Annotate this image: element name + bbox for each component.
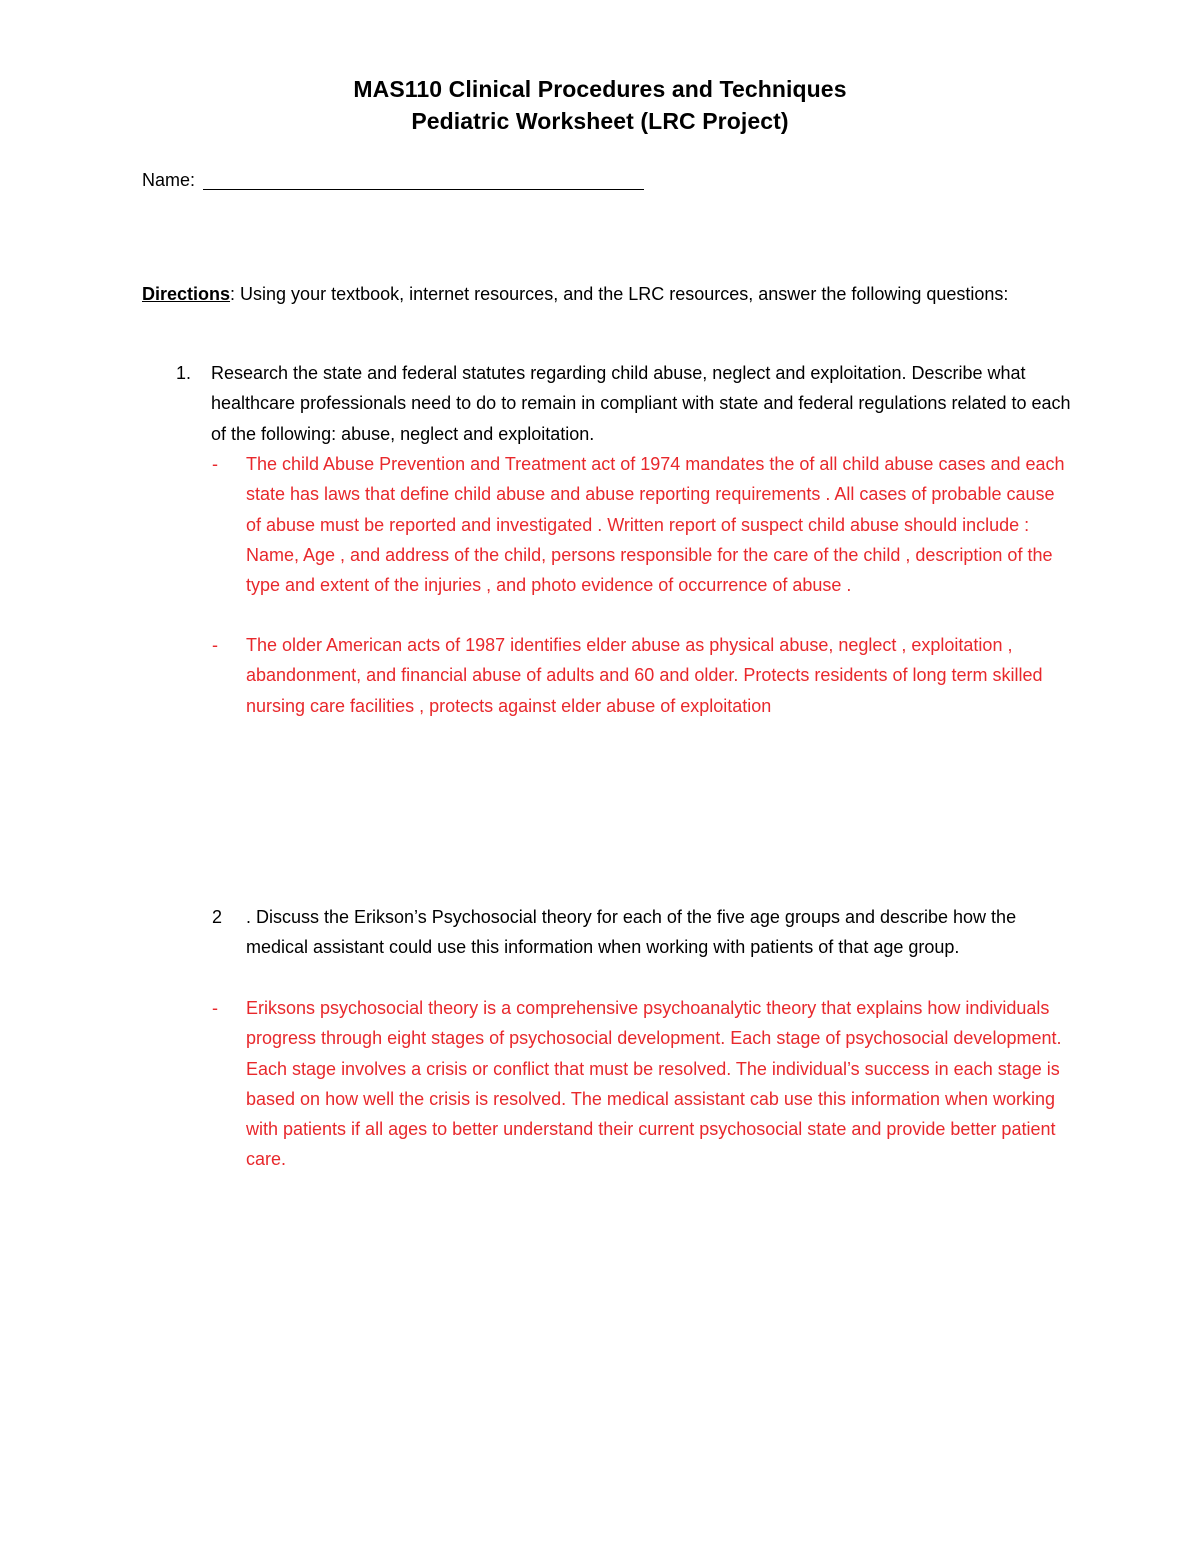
answer-2-text: The older American acts of 1987 identifies elder abuse as physical abuse, neglect , exploitation , abandonment, and financial abuse of adults and 60 and older. Protects residents of long term skilled nursing care facilities , protects against elder abuse of exploitation: [246, 635, 1043, 716]
document-subtitle: Pediatric Worksheet (LRC Project): [411, 108, 789, 134]
answer-1-bullet: -: [212, 454, 218, 474]
document-title: MAS110 Clinical Procedures and Techniques: [353, 76, 847, 102]
directions-paragraph: [142, 279, 1022, 309]
question-2-number: 2: [212, 907, 223, 927]
question-1-text: Research the state and federal statutes regarding child abuse, neglect and exploitation. Describe what healthcare professionals need to do to remain in compliant with state and federal regulations related to each of the following: abuse, neglect and exploitation.: [211, 363, 1071, 444]
question-2-text: . Discuss the Erikson’s Psychosocial theory for each of the five age groups and describe how the medical assistant could use this information when working with patients of that age group.: [246, 907, 1017, 958]
name-field-row: [142, 166, 644, 194]
question-1-number: 1.: [176, 363, 192, 383]
name-label: Name:: [142, 170, 196, 190]
answer-1-text: The child Abuse Prevention and Treatment act of 1974 mandates the of all child abuse cases and each state has laws that define child abuse and abuse reporting requirements . All cases of probable cause of abuse must be reported and investigated . Written report of suspect child abuse should include : Name, Age , and address of the child, persons responsible for the care of the child , description of the type and extent of the injuries , and photo evidence of occurrence of abuse .: [246, 454, 1065, 596]
directions-text: : Using your textbook, internet resources, and the LRC resources, answer the following questions:: [230, 284, 1009, 304]
answer-2-bullet: -: [212, 635, 218, 655]
directions-label: Directions: [142, 284, 231, 304]
answer-3-text: Eriksons psychosocial theory is a comprehensive psychoanalytic theory that explains how individuals progress through eight stages of psychosocial development. Each stage of psychosocial development. Each stage involves a crisis or conflict that must be resolved. The individual’s success in each stage is based on how well the crisis is resolved. The medical assistant cab use this information when working with patients if all ages to better understand their current psychosocial state and provide better patient care.: [246, 998, 1062, 1170]
answer-3-bullet: -: [212, 998, 218, 1018]
name-blank-line: [203, 169, 644, 190]
